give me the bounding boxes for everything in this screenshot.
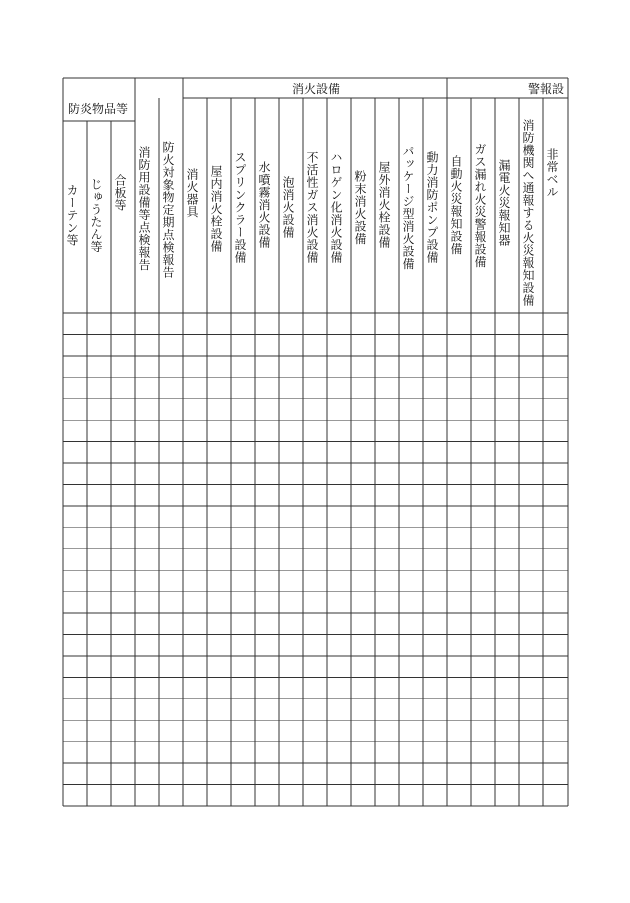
col-label-powder: 粉末消火設備 xyxy=(353,170,367,245)
col-label-fire-dept-notification: 消防機関へ通報する火災報知設備 xyxy=(521,119,535,307)
col-label-emergency-bell: 非常ベル xyxy=(545,148,559,198)
col-label-foam: 泡消火設備 xyxy=(281,176,295,239)
col-label-package: パッケージ型消火設備 xyxy=(401,145,415,270)
header-keihou-label: 警報設 xyxy=(528,82,565,96)
col-label-outdoor-hydrant: 屋外消火栓設備 xyxy=(377,161,391,249)
header-bousai-label: 防炎物品等 xyxy=(68,102,129,116)
col-label-water-spray: 水噴霧消火設備 xyxy=(257,161,271,249)
header-shouka-label: 消火設備 xyxy=(292,82,341,96)
col-label-curtain: カーテン等 xyxy=(65,184,79,247)
col-label-fire-prevention-periodic-report: 防火対象物定期点検報告 xyxy=(161,141,175,279)
col-label-automatic-fire-alarm: 自動火災報知設備 xyxy=(449,155,463,255)
col-label-carpet: じゅうたん等 xyxy=(89,178,103,253)
col-label-halogen: ハロゲン化消火設備 xyxy=(329,151,343,264)
col-label-gas-leak-alarm: ガス漏れ火災警報設備 xyxy=(473,143,487,268)
col-label-power-pump: 動力消防ポンプ設備 xyxy=(425,151,439,264)
col-label-equipment-inspection-report: 消防用設備等点検報告 xyxy=(137,146,151,271)
col-label-fire-extinguisher: 消火器具 xyxy=(185,168,199,218)
col-label-plywood: 合板等 xyxy=(113,174,127,212)
col-label-leakage-alarm: 漏電火災報知器 xyxy=(497,159,511,247)
col-label-inert-gas: 不活性ガス消火設備 xyxy=(305,151,319,264)
col-label-sprinkler: スプリンクラー設備 xyxy=(233,151,247,264)
col-label-indoor-hydrant: 屋内消火栓設備 xyxy=(209,165,223,253)
